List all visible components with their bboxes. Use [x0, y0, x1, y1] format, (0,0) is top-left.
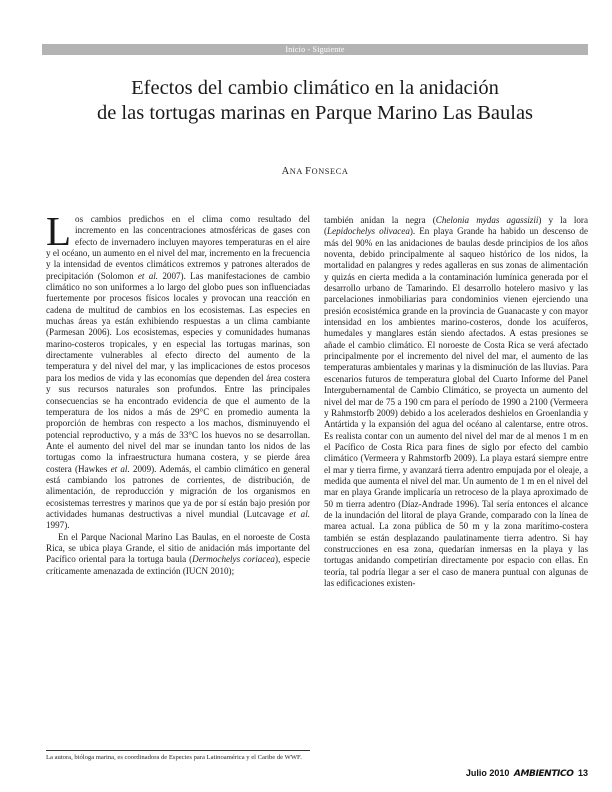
author-initial-last: F [305, 166, 312, 177]
paragraph-1-text-a: os cambios predichos en el clima como resultado del incremento en las concentraciones atmosféricas de gases con efecto de invernadero incluyen mayores temperaturas en el aire y el océano, un aumento en el nivel del mar, incremento en la frecuencia y la intensidad de eventos climáticos extremos y patrones alterados de precipitación (Solomon [46, 214, 310, 281]
magazine-logo: AMBIENTICO [513, 769, 574, 779]
title-line-1: Efectos del cambio climático en la anidación [131, 77, 499, 99]
author-initial-first: A [281, 166, 290, 177]
issue-date: Julio 2010 [465, 768, 510, 778]
paragraph-3-text-a: también anidan la negra ( [324, 215, 436, 225]
paragraph-3-text-c: ). En playa Grande ha habido un descenso de más del 90% en las anidaciones de baulas desde principios de los años noventa, debido principalmente al saqueo histórico de los nidos, la mortalidad en palangres y redes agalleras en sus zonas de alimentación y quizás en cierta medida a la contaminación lumínica generada por el desarrollo urbano de Tamarindo. El desarrollo hotelero masivo y las parcelaciones inmobiliarias para condominios vienen ejerciendo una presión ecosistémica grande en la provincia de Guanacaste y con mayor intensidad en los ambientes marino-costeros, donde los acuíferos, humedales y manglares están siendo afectados. A estas presiones se añade el cambio climático. El noroeste de Costa Rica se verá afectado principalmente por el incremento del nivel del mar, el aumento de las temperaturas ambientales y marinas y la disminución de las lluvias. Para escenarios futuros de temperatura global del Cuarto Informe del Panel Intergubernamental de Cambio Climático, se proyecta un aumento del nivel del mar de 75 a 190 cm para el período de 1990 a 2100 (Vermeera y Rahmstorfb 2009) debido a los acelerados deshielos en Groenlandia y Antártida y la expansión del agua del océano al calentarse, entre otros. Es realista contar con un aumento del nivel del mar de al menos 1 m en el Pacífico de Costa Rica para fines de siglo por efecto del cambio climático (Vermeera y Rahmstorfb 2009). La playa estará siempre entre el mar y tierra firme, y avanzará tierra adentro empujada por el oleaje, a medida que aumenta el nivel del mar. Un aumento de 1 m en el nivel del mar en playa Grande implicaría un retroceso de la playa aproximado de 50 m tierra adentro (Díaz-Andrade 1996). Tal sería entonces el alcance de la inundación del litoral de playa Grande, comparado con la línea de marea actual. La zona pública de 50 m y la zona marítimo-costera también se están desplazando paulatinamente tierra adentro. Si hay construcciones en esa zona, quedarían inmersas en la playa y las tortugas anidando competirían directamente por espacio con ellas. En teoría, tal podría llegar a ser el caso de manera puntual con algunas de las edificaciones existen- [324, 226, 588, 588]
nav-separator: - [305, 45, 313, 54]
et-al-3: et al. [289, 508, 311, 519]
paragraph-2 [46, 532, 310, 577]
species-chelonia: Chelonia mydas agassizii [435, 215, 539, 225]
species-lepidochelys: Lepidochelys olivacea [327, 226, 410, 237]
drop-cap: L [46, 208, 72, 254]
paragraph-2-text-b: ), especie críticamente amenazada de extinción (IUCN 2010); [46, 554, 310, 576]
header-nav [285, 45, 344, 54]
footnote-divider [46, 750, 310, 751]
paragraph-2-text-a: En el Parque Nacional Marino Las Baulas, en el noroeste de Costa Rica, se ubica playa Grande, el sitio de anidación más importante del Pacífico oriental para la tortuga baula ( [46, 531, 310, 565]
page-number: 13 [577, 768, 588, 778]
paragraph-1 [46, 208, 311, 532]
siguiente-link[interactable]: Siguiente [312, 45, 345, 54]
paragraph-1-text-b: 2007). Las manifestaciones de cambio climático no son uniformes a lo largo del globo pues son influenciadas fuertemente por procesos físicos locales y provocan una reacción en cadena de multitud de cambios en los ecosistemas. Las especies en muchas áreas ya están exhibiendo respuestas a un clima cambiante (Parmesan 2006). Los ecosistemas, especies y comunidades humanas marino-costeros tropicales, y en especial las tortugas marinas, son directamente vulnerables al efecto directo del aumento de la temperatura y del nivel del mar, y las implicaciones de estos procesos para los medios de vida y las economías que dependen del área costera y sus recursos naturales son profundos. Entre las principales consecuencias se ha encontrado evidencia de que el aumento de la temperatura de los nidos a más de 29°C en promedio aumenta la proporción de hembras con respecto a los machos, disminuyendo el potencial reproductivo, y a más de 33°C los huevos no se desarrollan. Ante el aumento del nivel del mar se inundan tanto los nidos de las tortugas como la infraestructura humana costera, y se pierde área costera (Hawkes [46, 270, 310, 474]
top-navigation-bar [42, 44, 588, 55]
paragraph-3-text-b: ) y la lora ( [324, 215, 588, 237]
right-column [324, 215, 588, 589]
inicio-link[interactable]: Inicio [285, 45, 306, 54]
author-name [40, 166, 590, 177]
et-al-2: et al. [110, 463, 130, 474]
author-footnote: La autora, bióloga marina, es coordinadora de Especies para Latinoamérica y el Caribe de WWF. [46, 754, 302, 761]
page-footer [424, 768, 588, 779]
author-first-rest: NA [289, 167, 303, 176]
left-column [46, 208, 311, 577]
species-dermochelys: Dermochelys coriacea [192, 554, 275, 565]
author-last-rest: ONSECA [311, 167, 349, 176]
paragraph-1-text-d: 1997). [46, 520, 70, 531]
et-al-1: et al. [137, 270, 159, 281]
article-title [40, 76, 590, 126]
paragraph-3 [324, 215, 588, 589]
title-line-2: de las tortugas marinas en Parque Marino Las Baulas [96, 102, 534, 124]
paragraph-1-text-c: 2009). Además, el cambio climático en general está cambiando los patrones de corrientes, de distribución, de alimentación, de reproducción y migración de los organismos en ecosistemas terrestres y marinos que ya de por sí están bajo presión por actividades humanas destructivas a nivel mundial (Lutcavage [46, 463, 310, 519]
